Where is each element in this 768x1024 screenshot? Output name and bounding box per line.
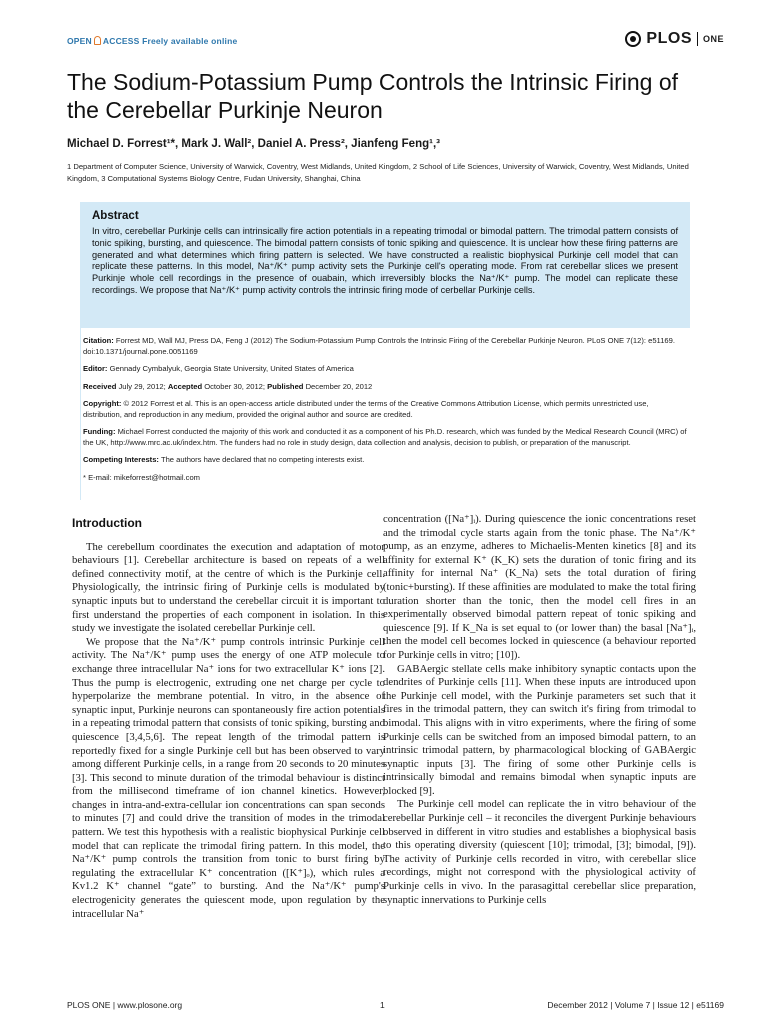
intro-paragraph-1: The cerebellum coordinates the execution and adaptation of motor behaviours [1]. Cerebellar architecture is based on repeats of a well defined connectivity motif, at the centre of which is the Purkinje cell. Physiologically, the intrinsic firing of Purkinje cells is modulated by synaptic inputs but to understand the cerebellar circuit it is important to first understand the properties of each component in isolation. In this study we investigate the isolated cerebellar Purkinje cell. (72, 540, 385, 635)
body-column-left (72, 513, 385, 921)
received-date: July 29, 2012; (118, 381, 166, 391)
footer-journal-link: PLOS ONE | www.plosone.org (67, 1000, 183, 1010)
accepted-label: Accepted (167, 381, 203, 391)
introduction-heading: Introduction (72, 516, 142, 530)
intro-paragraph-5: The Purkinje cell model can replicate the in vitro behaviour of the cerebellar Purkinje cell – it reconciles the divergent Purkinje behaviours observed in different in vitro studies and establishes a biophysical basis to this operating diversity (quiescent [10]; trimodal, [3]; bimodal, [9]). The activity of Purkinje cells recorded in vitro, with cerebellar slice recordings, might not correspond with the physiological activity of Purkinje cells in vivo. In the parasagittal cerebellar slice preparation, synaptic innervations to Purkinje cells (383, 798, 696, 906)
published-label: Published (267, 381, 304, 391)
citation (83, 336, 688, 357)
funding-text: Michael Forrest conducted the majority of this work and conducted it as a component of his Ph.D. research, which was funded by the Medical Research Council (MRC) of the UK, http://www.mrc.ac.uk/index.htm. The funders had no role in study design, data collection and analysis, decision to publish, or preparation of the manuscript. (83, 427, 687, 447)
editor-text: Gennady Cymbalyuk, Georgia State University, United States of America (109, 364, 354, 373)
affiliations: 1 Department of Computer Science, University of Warwick, Coventry, West Midlands, United Kingdom, 2 School of Life Sciences, University of Warwick, Coventry, West Midlands, United Kingdom, 3 Computational Systems Biology Centre, Fudan University, Shanghai, China (67, 162, 689, 183)
intro-paragraph-3: concentration ([Na⁺]ᵢ). During quiescence the ionic concentrations reset and the trimodal cycle starts again from the tonic phase. The Na⁺/K⁺ pump, as an enzyme, adheres to Michaelis-Menten kinetics [8] and its affinity for external K⁺ (K_K) sets the duration of tonic firing and its affinity for internal Na⁺ (K_Na) sets the total duration of firing (tonic+bursting). If these affinities are modulated to make the total firing duration shorter than the tonic, then the model cell fires in an experimentally observed bimodal pattern repeat of tonic spiking and quiescence [9]. If K_Na is set equal to (or lower than) the basal [Na⁺]ᵢ, then the model cell becomes locked in quiescence (a behaviour reported for Purkinje cells in vitro; [10]). (383, 513, 696, 661)
open-access-lock-icon (94, 36, 101, 45)
plos-brand: PLOS (646, 30, 692, 47)
plos-logo-icon (625, 31, 641, 47)
funding-label: Funding: (83, 427, 116, 436)
competing-label: Competing Interests: (83, 455, 159, 464)
dates (83, 382, 688, 393)
funding (83, 427, 688, 448)
footer-issue-info: December 2012 | Volume 7 | Issue 12 | e51169 (547, 1000, 724, 1010)
competing-text: The authors have declared that no competing interests exist. (160, 455, 365, 464)
citation-label: Citation: (83, 336, 114, 345)
accepted-date: October 30, 2012; (204, 381, 266, 391)
journal-header (67, 30, 724, 56)
body-column-right (383, 513, 696, 907)
plos-one-logo (625, 30, 724, 48)
editor-label: Editor: (83, 364, 108, 373)
copyright (83, 399, 688, 420)
open-access-tail: Freely available online (142, 36, 238, 46)
article-metadata (80, 328, 690, 500)
open-access-access: ACCESS (102, 36, 140, 46)
plos-brand-sub: ONE (702, 34, 724, 44)
editor (83, 364, 688, 375)
abstract-heading: Abstract (92, 210, 139, 222)
contact-email: * E-mail: mikeforrest@hotmail.com (83, 472, 200, 482)
article-title: The Sodium-Potassium Pump Controls the Intrinsic Firing of the Cerebellar Purkinje Neuron (67, 69, 679, 123)
page-number: 1 (380, 1000, 385, 1010)
intro-paragraph-4: GABAergic stellate cells make inhibitory synaptic contacts upon the dendrites of Purkinje cells [11]. When these inputs are introduced upon the Purkinje cell model, with the Purkinje parameters set such that it fires in the trimodal pattern, they can switch it's firing from trimodal to bimodal. This aligns with in vitro experiments, where the firing of some Purkinje cells can be switched from an imposed bimodal pattern, to an intrinsic trimodal pattern, by pharmacological blocking of GABAergic synaptic inputs [3]. The firing of some other Purkinje cells is intrinsically bimodal and remains bimodal when synaptic inputs are blocked [9]. (383, 662, 696, 797)
abstract-box (80, 202, 690, 328)
open-access-banner (67, 36, 237, 46)
competing-interests (83, 455, 688, 466)
citation-text: Forrest MD, Wall MJ, Press DA, Feng J (2012) The Sodium-Potassium Pump Controls the Intrinsic Firing of the Cerebellar Purkinje Neuron. PLoS ONE 7(12): e51169. doi:10.1371/journal.pone.0051169 (83, 336, 675, 356)
received-label: Received (83, 381, 117, 391)
logo-divider (697, 32, 698, 46)
open-access-open: OPEN (67, 36, 92, 46)
intro-paragraph-2: We propose that the Na⁺/K⁺ pump controls intrinsic Purkinje cell activity. The Na⁺/K⁺ pump uses the energy of one ATP molecule to exchange three intracellular Na⁺ ions for two extracellular K⁺ ions [2]. Thus the pump is electrogenic, extruding one net charge per cycle to hyperpolarize the membrane potential. In vitro, in the absence of synaptic input, Purkinje neurons can spontaneously fire action potentials in a repeating trimodal pattern that consists of tonic spiking, bursting and quiescence [3,4,5,6]. The repeat length of the trimodal pattern is reportedly fixed for a single Purkinje cell but has been observed to vary among different Purkinje cells, in a range from 20 seconds to 20 minutes [3]. This second to minute duration of the trimodal behaviour is distinct from the millisecond timeframe of ion channel kinetics. However, changes in intra-and-extra-cellular ion concentrations can span seconds to minutes [7] and could drive the transition of modes in the trimodal pattern. We test this hypothesis with a realistic biophysical Purkinje cell model that can replicate the trimodal firing pattern. In this model, the Na⁺/K⁺ pump controls the transition from tonic to burst firing by regulating the extracellular K⁺ concentration ([K⁺]ₒ), which rules a Kv1.2 K⁺ channel “gate” to bursting. And the Na⁺/K⁺ pump's electrogenicity generates the quiescent mode, upon regulation by the intracellular Na⁺ (72, 635, 385, 920)
copyright-label: Copyright: (83, 399, 122, 408)
published-date: December 20, 2012 (305, 381, 373, 391)
abstract-text: In vitro, cerebellar Purkinje cells can intrinsically fire action potentials in a repeating trimodal or bimodal pattern. The trimodal pattern consists of tonic spiking, bursting, and quiescence. The bimodal pattern consists of tonic spiking and quiescence. It is unclear how these firing patterns are generated and what determines which firing pattern is selected. We have constructed a realistic biophysical Purkinje cell model that can replicate these patterns. In this model, Na⁺/K⁺ pump activity sets the Purkinje cell's operating mode. From rat cerebellar slices we present Purkinje whole cell recordings in the presence of ouabain, which irreversibly blocks the Na⁺/K⁺ pump. The model can replicate these recordings. We propose that Na⁺/K⁺ pump activity controls the intrinsic firing mode of cerbellar Purkinje cells. (92, 226, 678, 295)
author-list: Michael D. Forrest¹*, Mark J. Wall², Daniel A. Press², Jianfeng Feng¹,³ (67, 138, 440, 150)
copyright-text: © 2012 Forrest et al. This is an open-access article distributed under the terms of the Creative Commons Attribution License, which permits unrestricted use, distribution, and reproduction in any medium, provided the original author and source are credited. (83, 399, 649, 419)
